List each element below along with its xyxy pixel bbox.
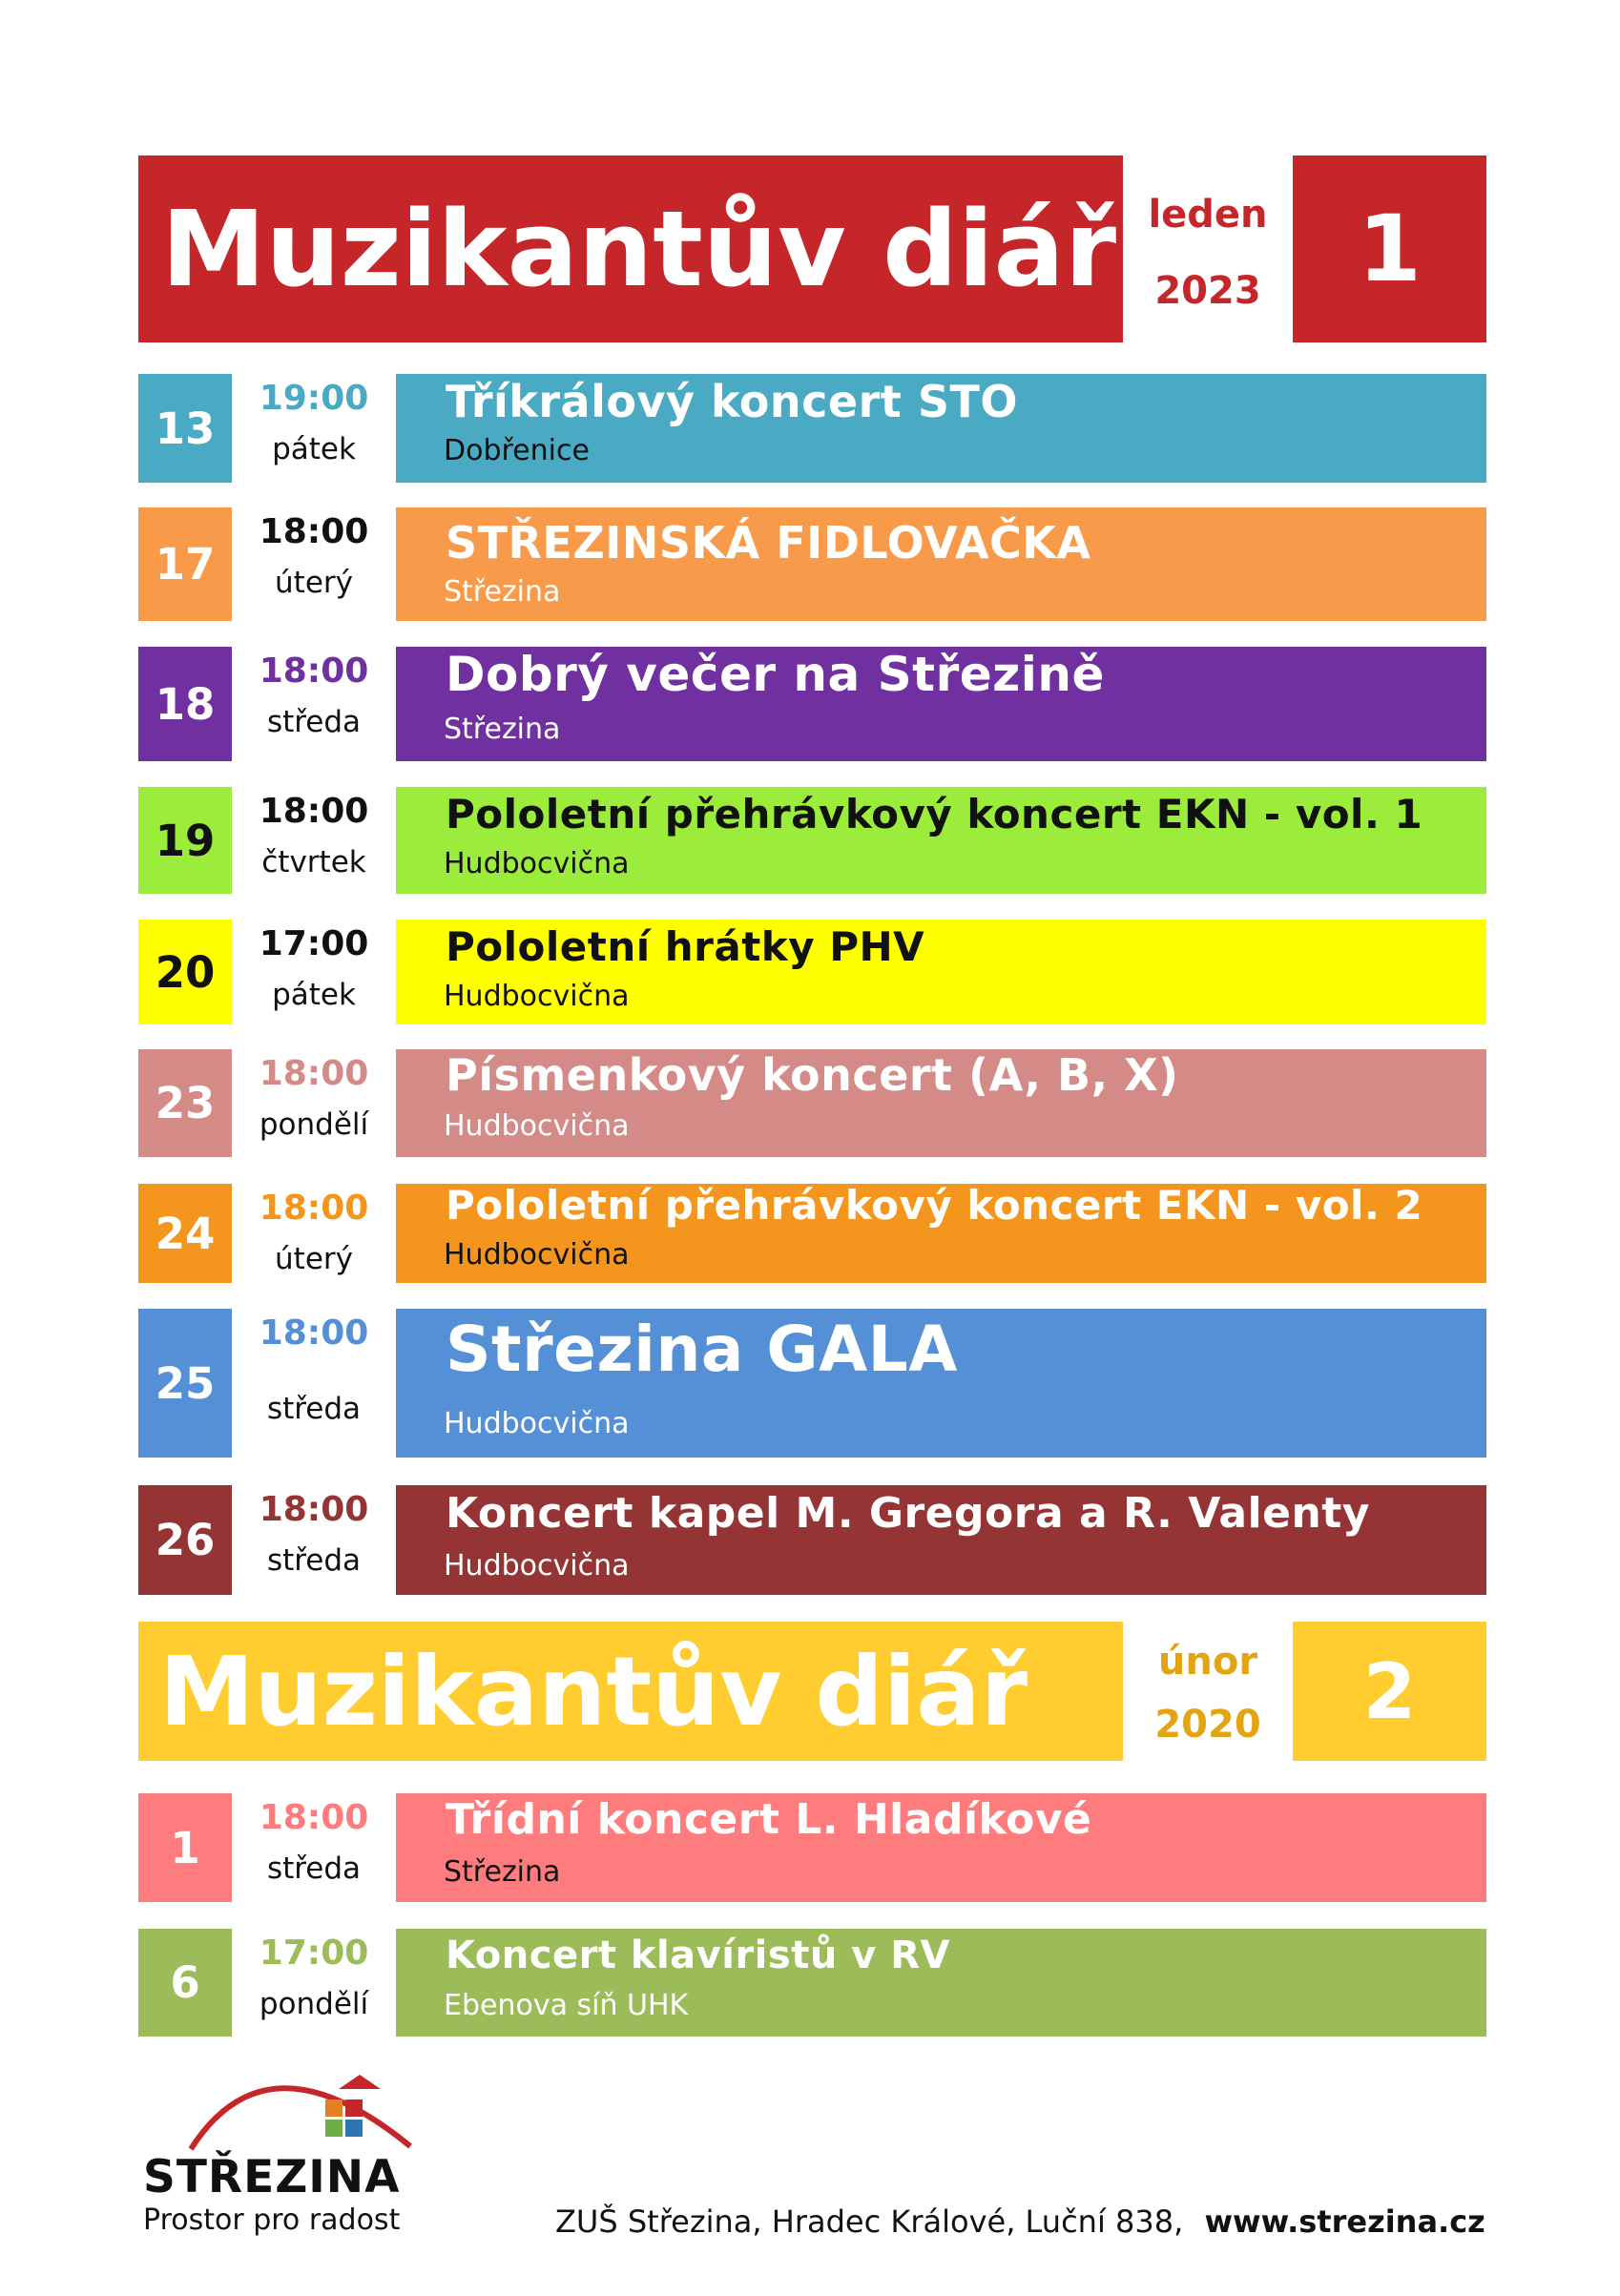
event-venue: Dobřenice: [444, 434, 590, 467]
event-weekday: čtvrtek: [261, 845, 366, 879]
event-time-block: [232, 1936, 396, 2019]
event-title: Dobrý večer na Střezině: [446, 647, 1105, 702]
event-venue: Hudbocvična: [444, 1109, 630, 1143]
header-year: 2020: [1154, 1703, 1261, 1747]
event-day: 6: [138, 1929, 232, 2037]
event-title: STŘEZINSKÁ FIDLOVAČKA: [446, 517, 1091, 569]
event-box: [396, 1049, 1486, 1157]
event-box: [396, 1184, 1486, 1283]
event-venue: Hudbocvična: [444, 1407, 630, 1440]
event-box: [396, 920, 1486, 1024]
header-title: [138, 1622, 1123, 1761]
event-title: Pololetní přehrávkový koncert EKN - vol. 1: [446, 791, 1423, 838]
event-time: 18:00: [259, 1313, 369, 1353]
event-title: Třídní koncert L. Hladíkové: [446, 1795, 1092, 1844]
event-box: [396, 507, 1486, 621]
event-day: 18: [138, 647, 232, 761]
header-number: 1: [1293, 155, 1486, 342]
event-time-block: [232, 1490, 396, 1578]
event-time: 18:00: [259, 512, 369, 551]
event-time: 18:00: [259, 652, 369, 691]
logo-tagline: Prostor pro radost: [143, 2203, 401, 2237]
header-title-text: Muzikantův diář: [161, 188, 1117, 310]
event-time-block: [232, 1191, 396, 1274]
event-time-block: [232, 1313, 396, 1426]
event-time-block: [232, 792, 396, 879]
event-time-block: [232, 1798, 396, 1886]
event-time: 17:00: [259, 924, 369, 963]
event-weekday: úterý: [275, 566, 353, 600]
event-box: [396, 374, 1486, 483]
event-time: 18:00: [259, 1798, 369, 1837]
event-time: 18:00: [259, 1490, 369, 1529]
event-time: 17:00: [259, 1934, 369, 1973]
event-day: 17: [138, 507, 232, 621]
event-title: Tříkrálový koncert STO: [446, 376, 1018, 427]
event-time: 19:00: [259, 379, 369, 418]
event-time-block: [232, 924, 396, 1012]
event-day: 19: [138, 787, 232, 894]
event-time-block: [232, 654, 396, 737]
event-title: Koncert klavíristů v RV: [446, 1934, 950, 1977]
header-title: [138, 155, 1123, 342]
event-day: 26: [138, 1485, 232, 1595]
event-weekday: středa: [266, 705, 362, 739]
event-weekday: středa: [266, 1851, 362, 1886]
event-day: 25: [138, 1309, 232, 1458]
event-time-block: [232, 379, 396, 466]
event-box: [396, 647, 1486, 761]
event-weekday: pondělí: [259, 1987, 369, 2021]
header-month: únor: [1157, 1640, 1258, 1684]
event-day: 24: [138, 1184, 232, 1283]
logo-arc-icon: [138, 2046, 444, 2151]
strezina-logo: [138, 2046, 444, 2237]
event-box: [396, 1485, 1486, 1595]
event-box: [396, 1309, 1486, 1458]
event-day: 23: [138, 1049, 232, 1157]
event-weekday: pátek: [272, 978, 356, 1012]
header-month-year: [1123, 193, 1293, 320]
footer-website[interactable]: www.strezina.cz: [1204, 2203, 1485, 2240]
event-venue: Hudbocvična: [444, 980, 630, 1013]
logo-name: STŘEZINA: [143, 2151, 401, 2203]
footer-address-line: [555, 2203, 1485, 2240]
event-box: [396, 1793, 1486, 1902]
event-venue: Střezina: [444, 713, 561, 746]
event-weekday: úterý: [275, 1242, 353, 1276]
event-time: 18:00: [259, 1189, 369, 1228]
event-title: Písmenkový koncert (A, B, X): [446, 1049, 1179, 1101]
event-venue: Střezina: [444, 575, 561, 609]
event-title: Střezina GALA: [446, 1313, 958, 1386]
event-weekday: středa: [266, 1543, 362, 1578]
event-venue: Ebenova síň UHK: [444, 1989, 689, 2022]
header-year: 2023: [1154, 269, 1261, 313]
event-day: 20: [138, 920, 232, 1024]
event-day: 13: [138, 374, 232, 483]
header-number: 2: [1293, 1622, 1486, 1761]
event-weekday: středa: [266, 1392, 362, 1426]
event-title: Koncert kapel M. Gregora a R. Valenty: [446, 1489, 1370, 1538]
event-box: [396, 1929, 1486, 2037]
event-venue: Střezina: [444, 1855, 561, 1889]
event-time: 18:00: [259, 1054, 369, 1093]
event-title: Pololetní hrátky PHV: [446, 923, 925, 970]
event-time-block: [232, 512, 396, 600]
event-box: [396, 787, 1486, 894]
event-venue: Hudbocvična: [444, 1238, 630, 1272]
event-venue: Hudbocvična: [444, 847, 630, 880]
event-title: Pololetní přehrávkový koncert EKN - vol. 2: [446, 1182, 1423, 1229]
header-month-year: [1123, 1640, 1293, 1748]
event-day: 1: [138, 1793, 232, 1902]
header-title-text: Muzikantův diář: [159, 1635, 1028, 1748]
event-venue: Hudbocvična: [444, 1549, 630, 1582]
event-weekday: pondělí: [259, 1107, 369, 1142]
header-month: leden: [1148, 193, 1268, 237]
footer-address: ZUŠ Střezina, Hradec Králové, Luční 838,: [555, 2203, 1184, 2240]
event-weekday: pátek: [272, 432, 356, 466]
event-time: 18:00: [259, 792, 369, 831]
event-time-block: [232, 1054, 396, 1142]
